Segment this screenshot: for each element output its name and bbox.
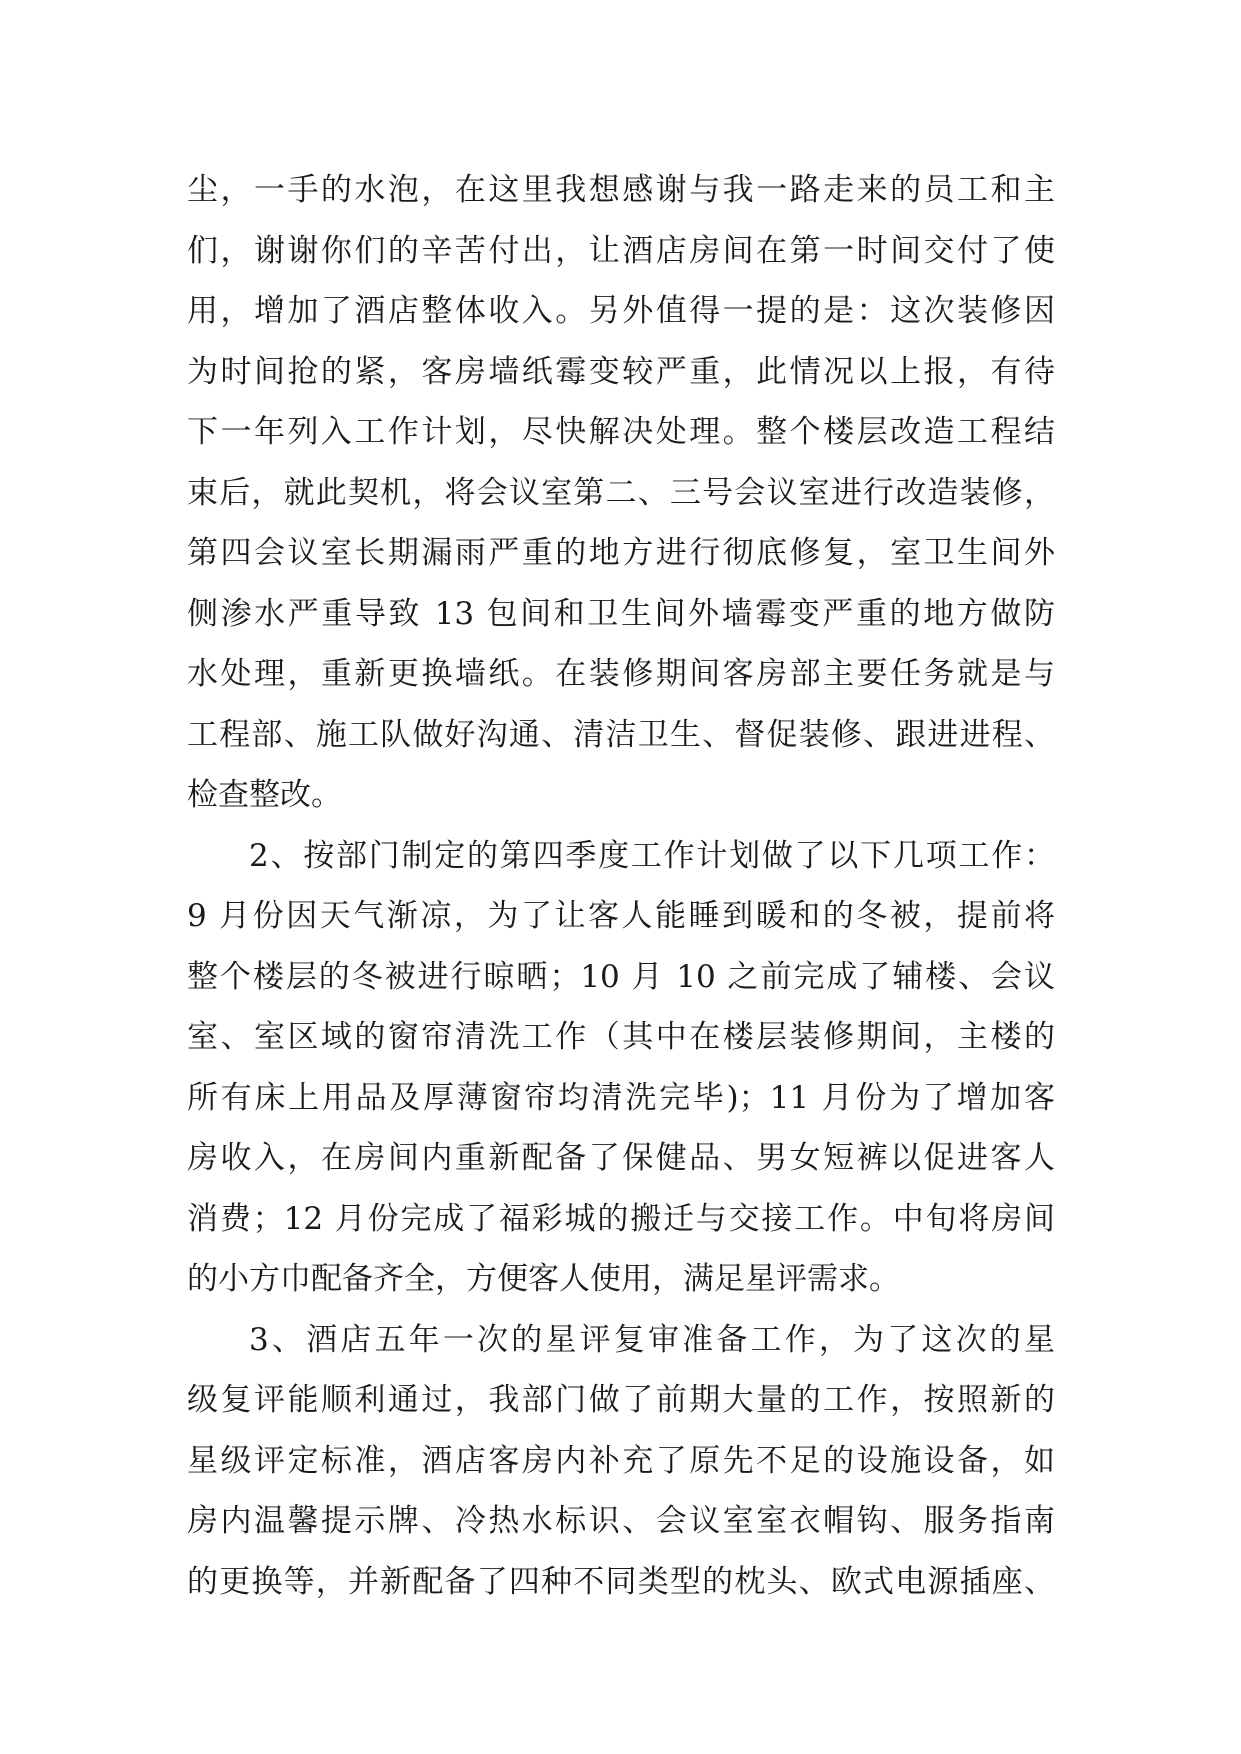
text-line: 9 月份因天气渐凉，为了让客人能睡到暖和的冬被，提前将 [187,898,1055,934]
text-line: 室、室区域的窗帘清洗工作（其中在楼层装修期间，主楼的 [187,1019,1055,1055]
text-line: 的小方巾配备齐全，方便客人使用，满足星评需求。 [187,1261,900,1297]
text-line: 下一年列入工作计划，尽快解决处理。整个楼层改造工程结 [187,414,1055,450]
text-line: 们，谢谢你们的辛苦付出，让酒店房间在第一时间交付了使 [187,232,1055,269]
document-body [187,160,1055,1612]
text-line: 束后，就此契机，将会议室第二、三号会议室进行改造装修， [187,474,1055,511]
text-line: 房内温馨提示牌、冷热水标识、会议室室衣帽钩、服务指南 [187,1503,1055,1539]
text-line: 星级评定标准，酒店客房内补充了原先不足的设施设备，如 [187,1442,1055,1479]
text-line: 的更换等，并新配备了四种不同类型的枕头、欧式电源插座、 [187,1563,1055,1600]
text-line: 为时间抢的紧，客房墙纸霉变较严重，此情况以上报，有待 [187,353,1055,390]
text-line: 工程部、施工队做好沟通、清洁卫生、督促装修、跟进进程、 [187,716,1055,753]
paragraph-start-line: 3、酒店五年一次的星评复审准备工作，为了这次的星 [249,1321,1055,1358]
text-line: 级复评能顺利通过，我部门做了前期大量的工作，按照新的 [187,1382,1055,1418]
paragraph-start-line: 2、按部门制定的第四季度工作计划做了以下几项工作： [249,837,1055,874]
text-line: 水处理，重新更换墙纸。在装修期间客房部主要任务就是与 [187,656,1055,692]
text-line: 消费；12 月份完成了福彩城的搬迁与交接工作。中旬将房间 [187,1200,1055,1237]
text-line: 用，增加了酒店整体收入。另外值得一提的是：这次装修因 [187,293,1055,329]
text-line: 房收入，在房间内重新配备了保健品、男女短裤以促进客人 [187,1140,1055,1176]
text-line: 整个楼层的冬被进行晾晒；10 月 10 之前完成了辅楼、会议 [187,958,1055,995]
text-line: 检查整改。 [187,777,342,813]
text-line: 第四会议室长期漏雨严重的地方进行彻底修复，室卫生间外 [187,535,1055,571]
text-line: 侧渗水严重导致 13 包间和卫生间外墙霉变严重的地方做防 [187,595,1055,632]
text-line: 尘，一手的水泡，在这里我想感谢与我一路走来的员工和主 [187,172,1055,208]
text-line: 所有床上用品及厚薄窗帘均清洗完毕)；11 月份为了增加客 [187,1079,1055,1116]
